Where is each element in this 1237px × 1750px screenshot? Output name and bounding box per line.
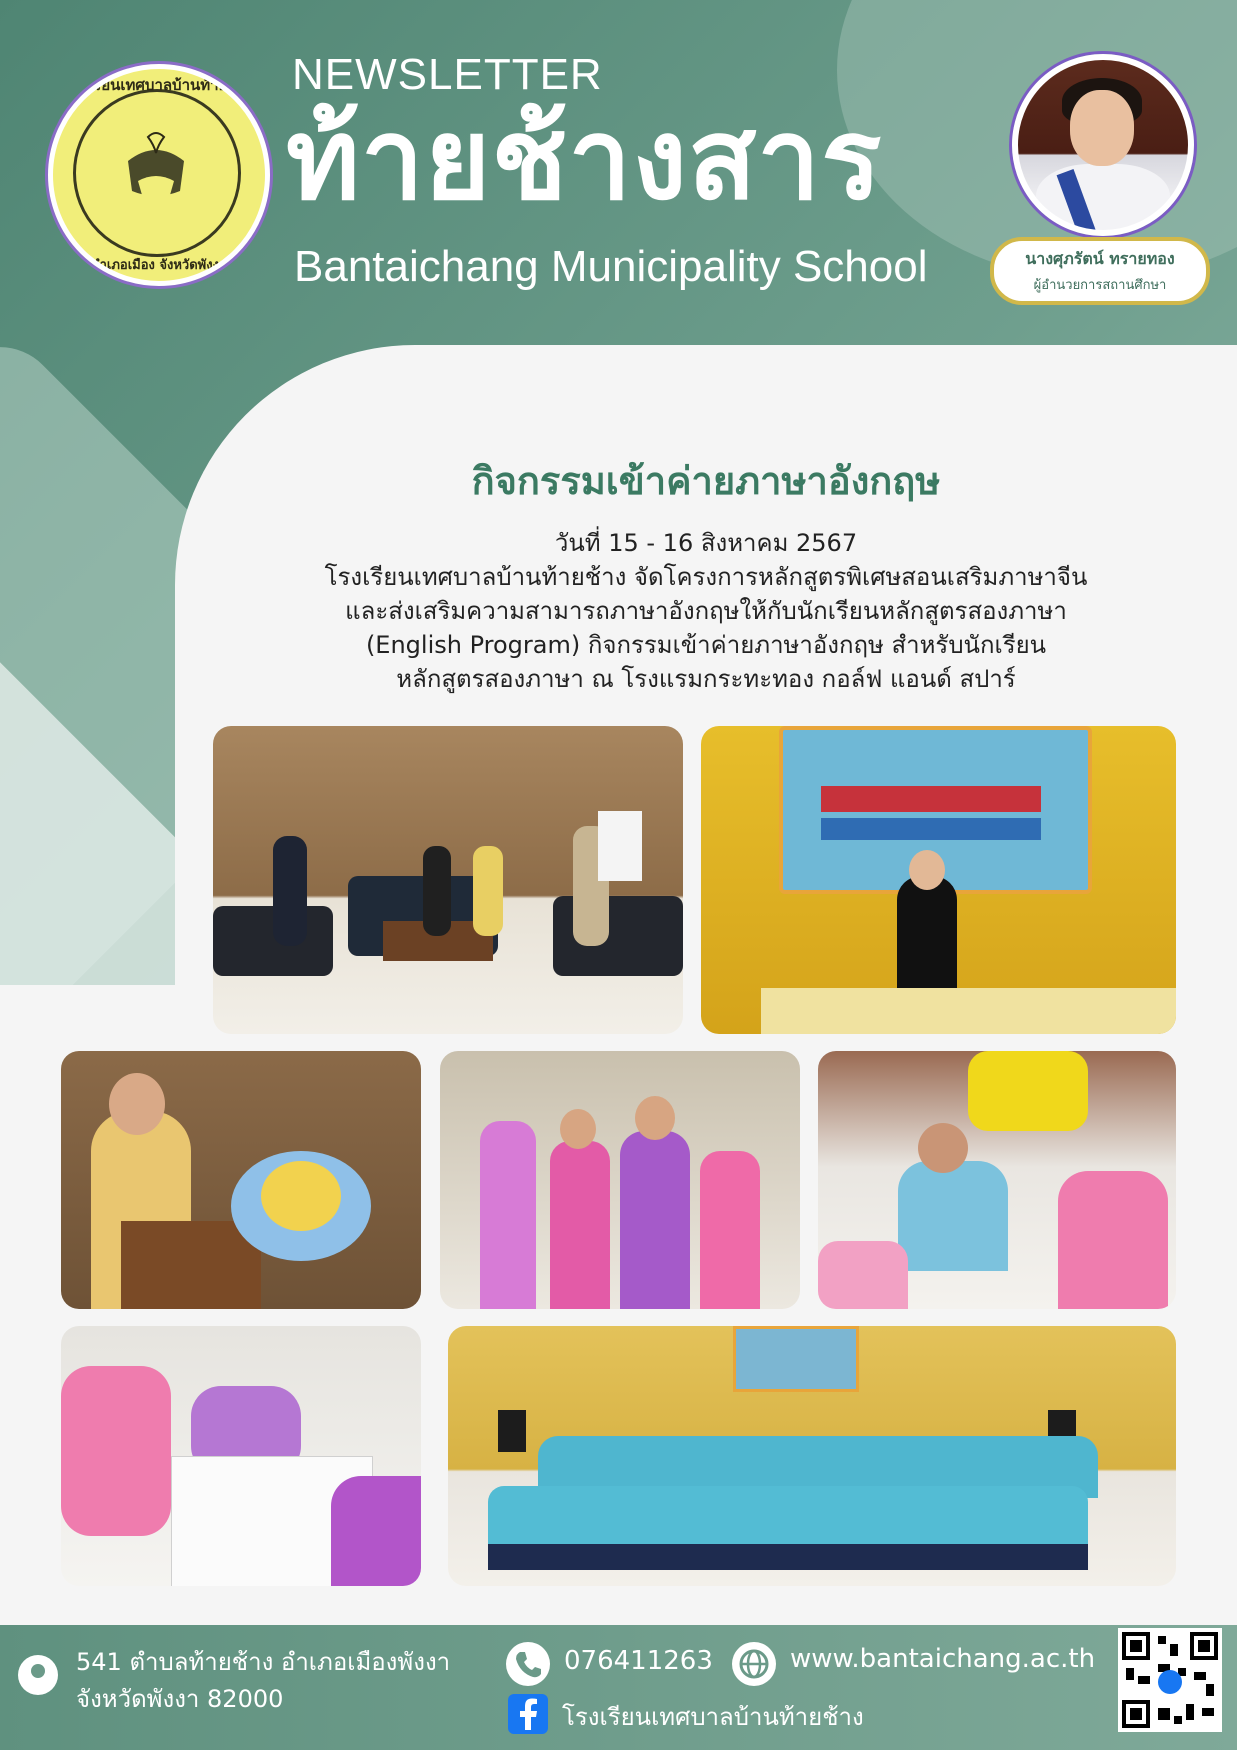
portrait-face (1070, 90, 1134, 166)
photo-students-drawing (61, 1326, 421, 1586)
qr-code[interactable] (1118, 1628, 1222, 1732)
photo-group-activity (818, 1051, 1176, 1309)
phone-icon (506, 1642, 550, 1686)
article-line: หลักสูตรสองภาษา ณ โรงแรมกระทะทอง กอล์ฟ แอนด์ สปาร์ (396, 665, 1016, 693)
article-line: โรงเรียนเทศบาลบ้านท้ายช้าง จัดโครงการหลักสูตรพิเศษสอนเสริมภาษาจีน (324, 563, 1088, 591)
logo-text-bottom: อำเภอเมือง จังหวัดพังงา (91, 258, 227, 273)
article-title: กิจกรรมเข้าค่ายภาษาอังกฤษ (471, 459, 941, 503)
location-pin-icon (18, 1655, 58, 1695)
globe-icon (732, 1642, 776, 1686)
photo-opening-stage (701, 726, 1176, 1034)
article-line: และส่งเสริมความสามารถภาษาอังกฤษให้กับนักเรียนหลักสูตรสองภาษา (345, 597, 1067, 625)
article-line: (English Program) กิจกรรมเข้าค่ายภาษาอังกฤษ สำหรับนักเรียน (365, 631, 1047, 659)
facebook-page-link[interactable]: โรงเรียนเทศบาลบ้านท้ายช้าง (562, 1703, 864, 1731)
logo-text-top: โรงเรียนเทศบาลบ้านท้ายช้าง (64, 76, 254, 94)
photo-meeting-room (213, 726, 683, 1034)
director-portrait (1012, 54, 1194, 236)
photo-students-dancing (440, 1051, 800, 1309)
article-line: วันที่ 15 - 16 สิงหาคม 2567 (554, 529, 858, 557)
director-nametag (990, 237, 1210, 305)
school-name-en: Bantaichang Municipality School (294, 242, 928, 291)
director-role: ผู้อำนวยการสถานศึกษา (1033, 278, 1167, 293)
masthead-title: ท้ายช้างสาร (286, 95, 883, 225)
facebook-icon (508, 1694, 548, 1734)
address-line-1: 541 ตำบลท้ายช้าง อำเภอเมืองพังงา (76, 1648, 451, 1676)
photo-group-portrait (448, 1326, 1176, 1586)
website-link[interactable]: www.bantaichang.ac.th (790, 1644, 1096, 1674)
footer-address (76, 1644, 450, 1718)
newsletter-label: NEWSLETTER (292, 50, 603, 99)
address-line-2: จังหวัดพังงา 82000 (76, 1685, 284, 1713)
photo-speaker (61, 1051, 421, 1309)
school-logo (48, 64, 270, 286)
article-body (175, 526, 1237, 696)
phone-number[interactable]: 076411263 (564, 1646, 713, 1676)
elephant-emblem-icon (108, 131, 204, 211)
director-name: นางศุภรัตน์ ทรายทอง (1025, 249, 1175, 268)
